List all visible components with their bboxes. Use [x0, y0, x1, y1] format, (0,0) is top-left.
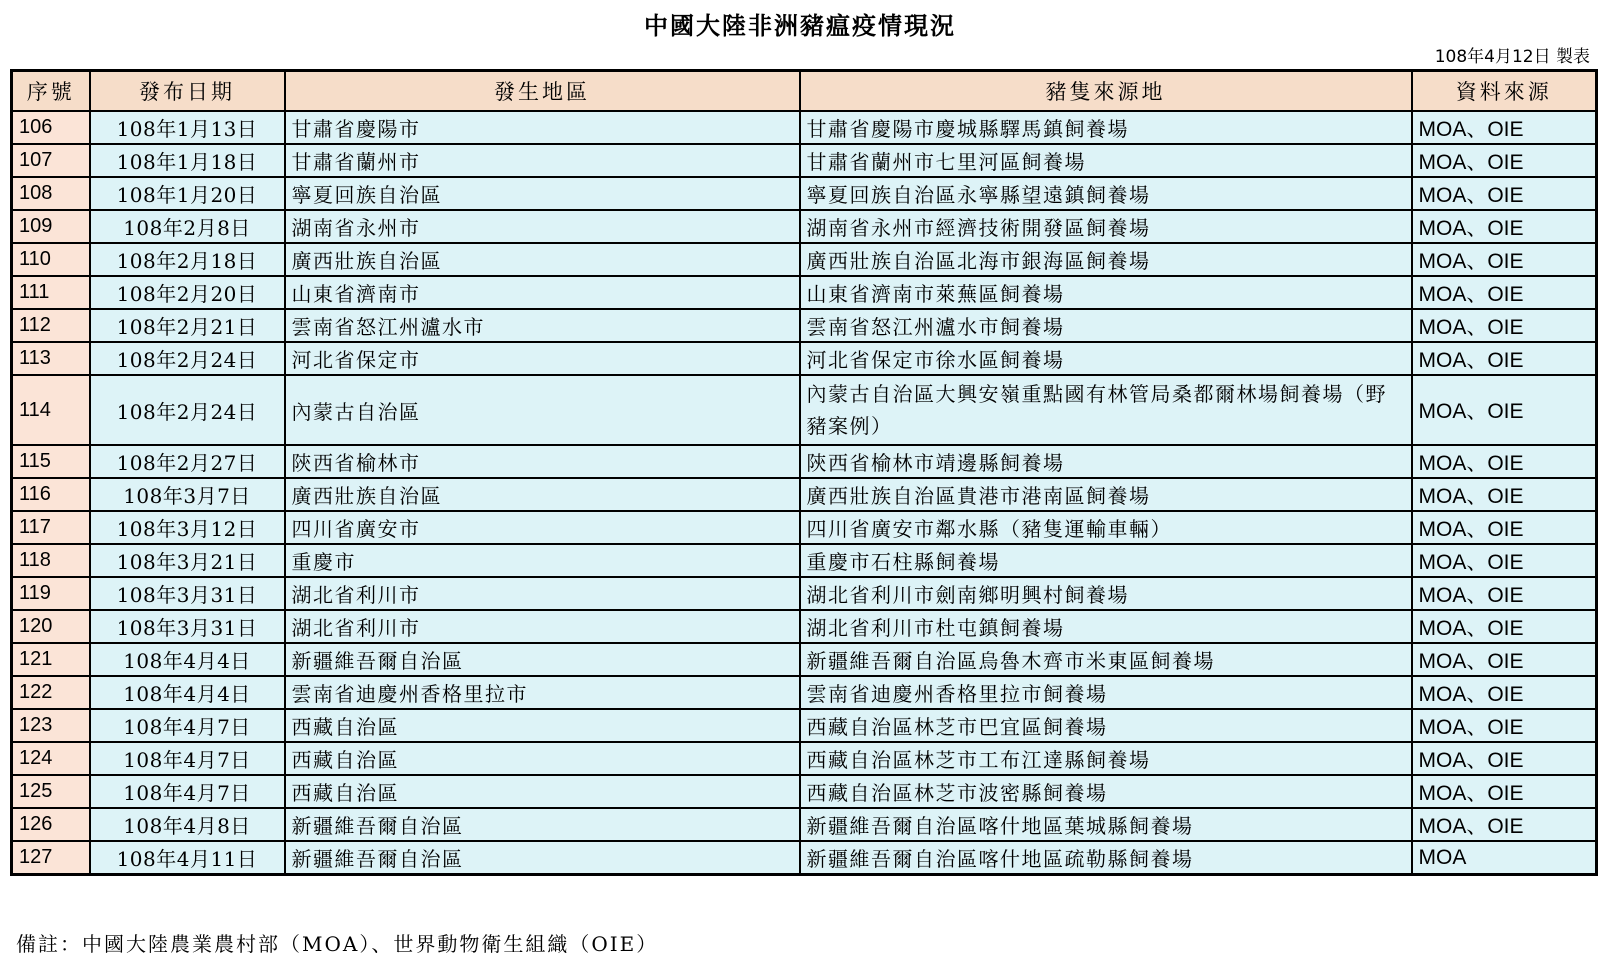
- header-date: 發布日期: [90, 71, 285, 112]
- row-origin: 廣西壯族自治區北海市銀海區飼養場: [800, 243, 1412, 276]
- header-region: 發生地區: [285, 71, 800, 112]
- row-region: 陝西省榆林市: [285, 445, 800, 478]
- row-region: 山東省濟南市: [285, 276, 800, 309]
- row-seq: 126: [12, 808, 90, 841]
- row-origin: 甘肅省慶陽市慶城縣驛馬鎮飼養場: [800, 111, 1412, 144]
- row-seq: 112: [12, 309, 90, 342]
- row-region: 新疆維吾爾自治區: [285, 643, 800, 676]
- row-seq: 123: [12, 709, 90, 742]
- row-origin: 湖北省利川市杜屯鎮飼養場: [800, 610, 1412, 643]
- row-seq: 107: [12, 144, 90, 177]
- row-origin: 廣西壯族自治區貴港市港南區飼養場: [800, 478, 1412, 511]
- row-source: MOA、OIE: [1412, 742, 1597, 775]
- row-origin: 寧夏回族自治區永寧縣望遠鎮飼養場: [800, 177, 1412, 210]
- table-row: [12, 841, 1597, 875]
- table-row: [12, 742, 1597, 775]
- row-seq: 111: [12, 276, 90, 309]
- row-source: MOA、OIE: [1412, 709, 1597, 742]
- table-row: [12, 511, 1597, 544]
- row-origin: 新疆維吾爾自治區烏魯木齊市米東區飼養場: [800, 643, 1412, 676]
- row-date: 108年4月4日: [90, 676, 285, 709]
- row-origin: 湖南省永州市經濟技術開發區飼養場: [800, 210, 1412, 243]
- row-seq: 106: [12, 111, 90, 144]
- row-source: MOA、OIE: [1412, 144, 1597, 177]
- row-source: MOA、OIE: [1412, 511, 1597, 544]
- row-region: 湖北省利川市: [285, 610, 800, 643]
- row-date: 108年2月24日: [90, 375, 285, 445]
- table-row: [12, 210, 1597, 243]
- row-date: 108年2月21日: [90, 309, 285, 342]
- table-row: [12, 243, 1597, 276]
- row-region: 西藏自治區: [285, 709, 800, 742]
- page-title: 中國大陸非洲豬瘟疫情現況: [644, 12, 956, 40]
- row-seq: 115: [12, 445, 90, 478]
- row-source: MOA、OIE: [1412, 177, 1597, 210]
- row-region: 西藏自治區: [285, 742, 800, 775]
- row-region: 四川省廣安市: [285, 511, 800, 544]
- row-source: MOA、OIE: [1412, 775, 1597, 808]
- table-row: [12, 577, 1597, 610]
- table-header-row: [12, 71, 1597, 112]
- table-row: [12, 478, 1597, 511]
- row-seq: 114: [12, 375, 90, 445]
- row-date: 108年4月7日: [90, 742, 285, 775]
- row-region: 雲南省迪慶州香格里拉市: [285, 676, 800, 709]
- row-region: 河北省保定市: [285, 342, 800, 375]
- row-seq: 119: [12, 577, 90, 610]
- table-row: [12, 276, 1597, 309]
- row-seq: 127: [12, 841, 90, 875]
- row-origin: 甘肅省蘭州市七里河區飼養場: [800, 144, 1412, 177]
- table-row: [12, 177, 1597, 210]
- row-date: 108年2月27日: [90, 445, 285, 478]
- row-origin: 湖北省利川市劍南鄉明興村飼養場: [800, 577, 1412, 610]
- row-region: 湖北省利川市: [285, 577, 800, 610]
- row-seq: 110: [12, 243, 90, 276]
- outbreak-table: [10, 69, 1598, 876]
- table-row: [12, 445, 1597, 478]
- table-row: [12, 111, 1597, 144]
- row-origin: 西藏自治區林芝市巴宜區飼養場: [800, 709, 1412, 742]
- row-source: MOA: [1412, 841, 1597, 875]
- row-seq: 125: [12, 775, 90, 808]
- row-region: 新疆維吾爾自治區: [285, 841, 800, 875]
- row-region: 西藏自治區: [285, 775, 800, 808]
- row-origin: 雲南省怒江州瀘水市飼養場: [800, 309, 1412, 342]
- header-seq: 序號: [12, 71, 90, 112]
- row-origin: 雲南省迪慶州香格里拉市飼養場: [800, 676, 1412, 709]
- row-origin: 西藏自治區林芝市工布江達縣飼養場: [800, 742, 1412, 775]
- row-date: 108年2月18日: [90, 243, 285, 276]
- row-source: MOA、OIE: [1412, 276, 1597, 309]
- row-region: 湖南省永州市: [285, 210, 800, 243]
- row-date: 108年4月8日: [90, 808, 285, 841]
- row-date: 108年1月13日: [90, 111, 285, 144]
- row-source: MOA、OIE: [1412, 610, 1597, 643]
- row-seq: 120: [12, 610, 90, 643]
- row-region: 雲南省怒江州瀘水市: [285, 309, 800, 342]
- row-date: 108年4月7日: [90, 709, 285, 742]
- row-origin: 新疆維吾爾自治區喀什地區疏勒縣飼養場: [800, 841, 1412, 875]
- row-origin: 內蒙古自治區大興安嶺重點國有林管局桑都爾林場飼養場（野豬案例）: [800, 375, 1412, 445]
- row-date: 108年3月31日: [90, 577, 285, 610]
- row-source: MOA、OIE: [1412, 375, 1597, 445]
- row-seq: 109: [12, 210, 90, 243]
- row-source: MOA、OIE: [1412, 643, 1597, 676]
- table-row: [12, 643, 1597, 676]
- row-seq: 118: [12, 544, 90, 577]
- row-date: 108年4月7日: [90, 775, 285, 808]
- row-seq: 121: [12, 643, 90, 676]
- header-source: 資料來源: [1412, 71, 1597, 112]
- row-date: 108年2月8日: [90, 210, 285, 243]
- row-date: 108年3月7日: [90, 478, 285, 511]
- row-region: 廣西壯族自治區: [285, 478, 800, 511]
- row-region: 廣西壯族自治區: [285, 243, 800, 276]
- row-date: 108年2月24日: [90, 342, 285, 375]
- row-seq: 113: [12, 342, 90, 375]
- row-date: 108年4月11日: [90, 841, 285, 875]
- row-region: 重慶市: [285, 544, 800, 577]
- table-row: [12, 610, 1597, 643]
- row-origin: 四川省廣安市鄰水縣（豬隻運輸車輛）: [800, 511, 1412, 544]
- row-region: 寧夏回族自治區: [285, 177, 800, 210]
- row-seq: 116: [12, 478, 90, 511]
- row-origin: 西藏自治區林芝市波密縣飼養場: [800, 775, 1412, 808]
- row-region: 甘肅省慶陽市: [285, 111, 800, 144]
- row-source: MOA、OIE: [1412, 445, 1597, 478]
- row-source: MOA、OIE: [1412, 478, 1597, 511]
- row-source: MOA、OIE: [1412, 676, 1597, 709]
- row-seq: 117: [12, 511, 90, 544]
- row-origin: 新疆維吾爾自治區喀什地區葉城縣飼養場: [800, 808, 1412, 841]
- row-date: 108年1月20日: [90, 177, 285, 210]
- header-origin: 豬隻來源地: [800, 71, 1412, 112]
- table-row: [12, 709, 1597, 742]
- row-source: MOA、OIE: [1412, 243, 1597, 276]
- row-source: MOA、OIE: [1412, 577, 1597, 610]
- row-origin: 河北省保定市徐水區飼養場: [800, 342, 1412, 375]
- row-source: MOA、OIE: [1412, 111, 1597, 144]
- row-region: 新疆維吾爾自治區: [285, 808, 800, 841]
- row-source: MOA、OIE: [1412, 309, 1597, 342]
- row-date: 108年3月12日: [90, 511, 285, 544]
- table-row: [12, 342, 1597, 375]
- table-row: [12, 375, 1597, 445]
- row-origin: 山東省濟南市萊蕪區飼養場: [800, 276, 1412, 309]
- row-origin: 重慶市石柱縣飼養場: [800, 544, 1412, 577]
- row-seq: 124: [12, 742, 90, 775]
- row-region: 甘肅省蘭州市: [285, 144, 800, 177]
- table-row: [12, 676, 1597, 709]
- table-row: [12, 808, 1597, 841]
- row-date: 108年2月20日: [90, 276, 285, 309]
- table-date-note: 108年4月12日 製表: [1434, 47, 1590, 67]
- row-date: 108年3月31日: [90, 610, 285, 643]
- table-row: [12, 144, 1597, 177]
- row-origin: 陝西省榆林市靖邊縣飼養場: [800, 445, 1412, 478]
- row-source: MOA、OIE: [1412, 544, 1597, 577]
- table-row: [12, 544, 1597, 577]
- row-source: MOA、OIE: [1412, 210, 1597, 243]
- row-seq: 122: [12, 676, 90, 709]
- table-row: [12, 309, 1597, 342]
- row-source: MOA、OIE: [1412, 342, 1597, 375]
- footnote: 備註：中國大陸農業農村部（MOA）、世界動物衛生組織（OIE）: [16, 932, 659, 956]
- row-date: 108年3月21日: [90, 544, 285, 577]
- row-date: 108年4月4日: [90, 643, 285, 676]
- row-seq: 108: [12, 177, 90, 210]
- row-region: 內蒙古自治區: [285, 375, 800, 445]
- table-row: [12, 775, 1597, 808]
- row-source: MOA、OIE: [1412, 808, 1597, 841]
- row-date: 108年1月18日: [90, 144, 285, 177]
